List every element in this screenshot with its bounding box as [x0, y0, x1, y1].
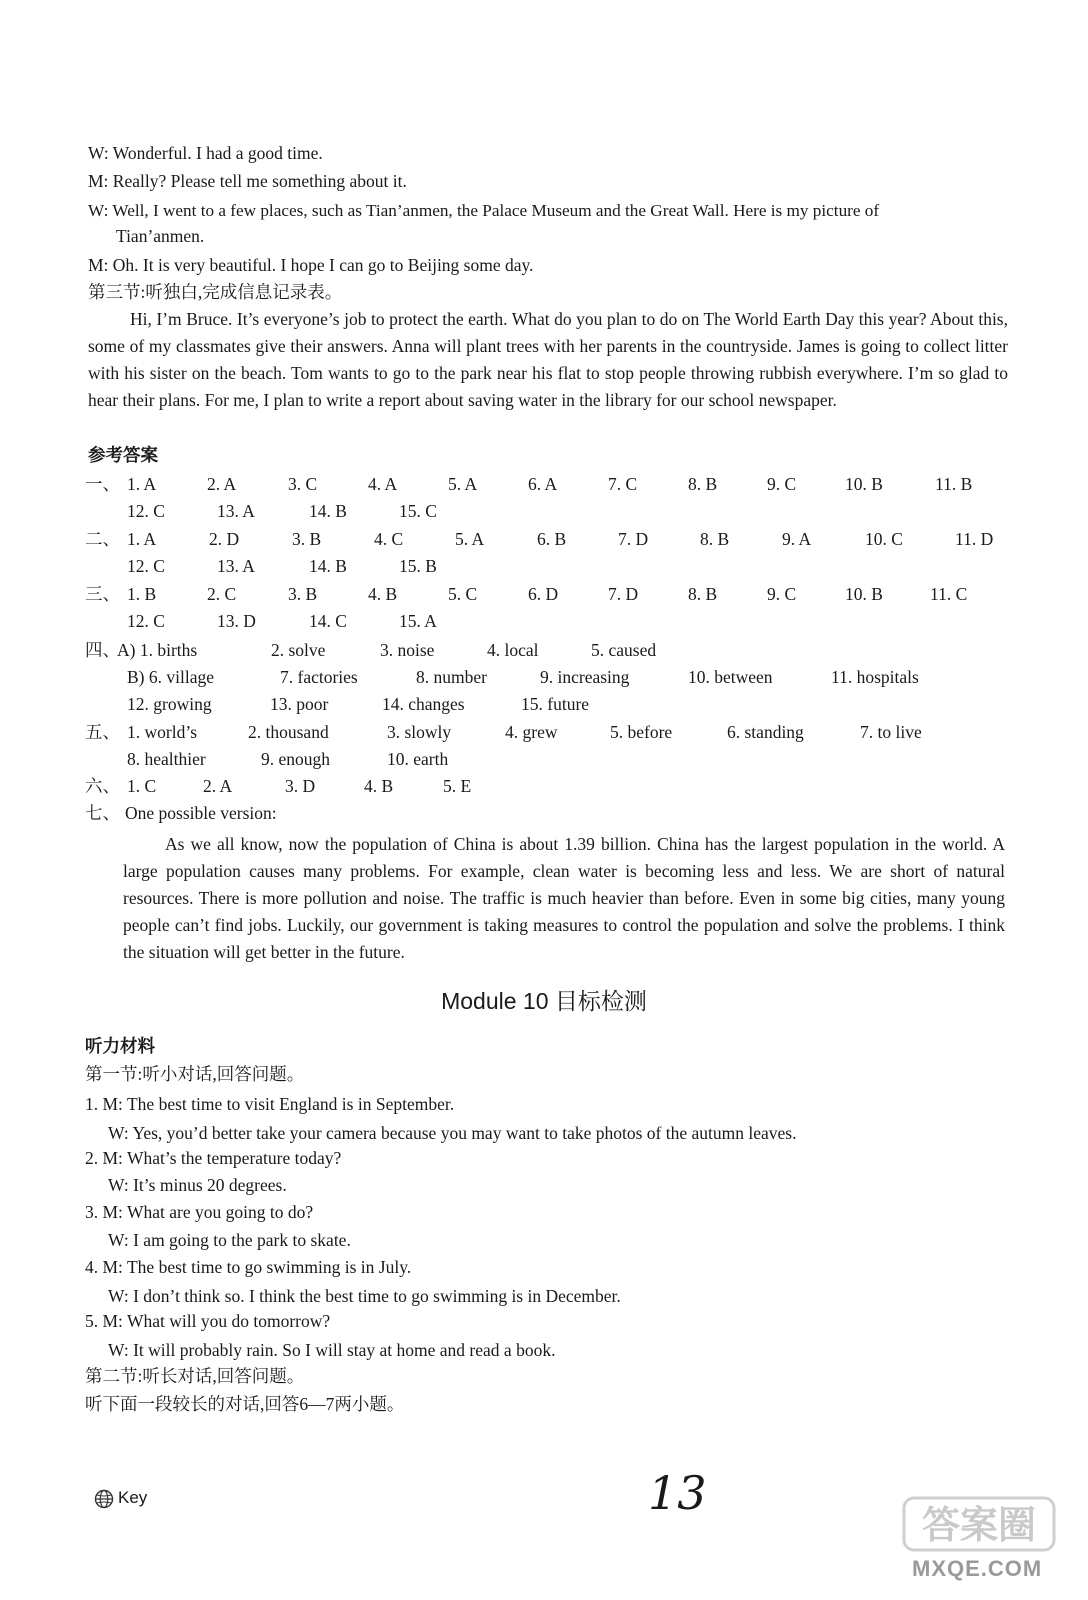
dialog-line: W: It will probably rain. So I will stay at home and read a book. — [108, 1340, 556, 1360]
section-label: 七、 — [85, 803, 120, 823]
footer-key-label: Key — [118, 1488, 148, 1507]
answer-item: 14. B — [309, 556, 347, 576]
answer-item: 8. B — [688, 584, 718, 604]
section3-text: Hi, I’m Bruce. It’s everyone’s job to protect the earth. What do you plan to do on The World Earth Day this year? About this, some of my classmates give their answers. Anna will plant trees with her parents in the countryside. James is going to collect litter with his sister on the beach. Tom wants to go to the park near his flat to stop people throwing rubbish everywhere. I’m so glad to hear their plans. For me, I plan to write a report about saving water in the library for our school newspaper. — [88, 309, 1008, 410]
answer-item: 8. healthier — [127, 749, 206, 769]
answer-item: 9. A — [782, 529, 812, 549]
answer-item: 7. factories — [280, 667, 358, 687]
composition-text: As we all know, now the population of China is about 1.39 billion. China has the largest population in the world. A large population causes many problems. For example, clean water is becoming less and less. We are short of natural resources. There is more pollution and noise. The traffic is much heavier than before. Even in some big cities, many young people can’t find jobs. Luckily, our government is taking measures to control the population and solve the problems. I think the situation will get better in the future. — [123, 834, 1005, 962]
answer-item: 10. C — [865, 529, 903, 549]
answer-item: 2. thousand — [248, 722, 329, 742]
dialog-line: M: Oh. It is very beautiful. I hope I can go to Beijing some day. — [88, 255, 534, 275]
dialog-line: W: I am going to the park to skate. — [108, 1230, 351, 1250]
dialog-line: W: Well, I went to a few places, such as Tian’anmen, the Palace Museum and the Great Wall. Here is my picture of — [88, 201, 880, 220]
dialog-line: Tian’anmen. — [116, 226, 205, 246]
section-label: 二、 — [85, 529, 120, 549]
answer-item: 10. earth — [387, 749, 449, 769]
listening-heading: 听力材料 — [85, 1036, 155, 1056]
dialog-line: W: Yes, you’d better take your camera because you may want to take photos of the autumn leaves. — [108, 1123, 797, 1143]
answer-item: 15. C — [399, 501, 437, 521]
answer-item: 13. A — [217, 501, 255, 521]
answer-item: 1. B — [127, 584, 157, 604]
section-label: 四、 — [85, 640, 120, 660]
answer-item: 4. B — [368, 584, 398, 604]
watermark-text: 答案圈 — [921, 1503, 1037, 1547]
module-title: Module 10 目标检测 — [441, 988, 647, 1014]
answer-item: 13. A — [217, 556, 255, 576]
answer-item: 10. B — [845, 584, 883, 604]
answer-item: 14. B — [309, 501, 347, 521]
answer-item: 12. C — [127, 556, 165, 576]
section-label: 五、 — [85, 722, 120, 742]
answer-item: 8. B — [700, 529, 730, 549]
answer-item: 3. B — [288, 584, 318, 604]
dialog-line: M: Really? Please tell me something about it. — [88, 171, 407, 191]
dialog-line: W: I don’t think so. I think the best time to go swimming is in December. — [108, 1286, 621, 1306]
answer-item: 4. A — [368, 474, 398, 494]
answer-item: 11. B — [935, 474, 973, 494]
answer-item: 14. C — [309, 611, 347, 631]
answer-item: 7. D — [608, 584, 639, 604]
answer-item: 5. A — [448, 474, 478, 494]
answer-item: 8. B — [688, 474, 718, 494]
answer-item: 4. C — [374, 529, 404, 549]
answer-item: 11. hospitals — [831, 667, 919, 687]
dialog-line: 1. M: The best time to visit England is in September. — [85, 1094, 455, 1114]
answer-item: 12. growing — [127, 694, 212, 714]
answer-item: 10. between — [688, 667, 773, 687]
answer-item: 2. A — [203, 776, 233, 796]
answer-item: 5. C — [448, 584, 478, 604]
answer-item: 6. D — [528, 584, 559, 604]
section-label: 一、 — [85, 474, 120, 494]
answers-heading: 参考答案 — [88, 445, 158, 465]
answer-item: A) 1. births — [117, 640, 198, 660]
watermark-url: MXQE.COM — [912, 1556, 1043, 1581]
page-number: 13 — [648, 1466, 707, 1520]
answer-item: 4. B — [364, 776, 394, 796]
dialog-line: W: It’s minus 20 degrees. — [108, 1175, 287, 1195]
answer-item: 8. number — [416, 667, 487, 687]
answer-item: 9. C — [767, 584, 797, 604]
answer-item: 3. noise — [380, 640, 435, 660]
answer-intro: One possible version: — [125, 803, 277, 823]
answer-item: 5. E — [443, 776, 472, 796]
dialog-line: 2. M: What’s the temperature today? — [85, 1148, 342, 1168]
answer-item: 9. C — [767, 474, 797, 494]
answer-item: B) 6. village — [127, 667, 214, 687]
section-label: 三、 — [85, 584, 120, 604]
answer-item: 5. caused — [591, 640, 657, 660]
answer-item: 2. solve — [271, 640, 326, 660]
answer-item: 1. C — [127, 776, 157, 796]
answer-item: 7. C — [608, 474, 638, 494]
answer-item: 12. C — [127, 501, 165, 521]
answer-item: 15. future — [521, 694, 590, 714]
section1-heading: 第一节:听小对话,回答问题。 — [85, 1064, 305, 1084]
answer-item: 12. C — [127, 611, 165, 631]
answer-item: 7. to live — [860, 722, 922, 742]
dialog-line: W: Wonderful. I had a good time. — [88, 143, 323, 163]
answer-item: 10. B — [845, 474, 883, 494]
answer-item: 3. B — [292, 529, 322, 549]
answer-item: 4. local — [487, 640, 539, 660]
section3-heading: 第三节:听独白,完成信息记录表。 — [88, 282, 343, 302]
answer-item: 7. D — [618, 529, 649, 549]
answer-item: 5. before — [610, 722, 673, 742]
answer-item: 3. slowly — [387, 722, 452, 742]
dialog-line: 5. M: What will you do tomorrow? — [85, 1311, 331, 1331]
section-label: 六、 — [85, 776, 120, 796]
answer-item: 6. B — [537, 529, 567, 549]
answer-item: 1. world’s — [127, 722, 197, 742]
answer-item: 3. D — [285, 776, 316, 796]
answer-item: 9. increasing — [540, 667, 630, 687]
answer-item: 11. D — [955, 529, 994, 549]
answer-item: 9. enough — [261, 749, 331, 769]
answer-item: 2. D — [209, 529, 240, 549]
answer-item: 15. A — [399, 611, 437, 631]
answer-item: 4. grew — [505, 722, 558, 742]
answer-item: 5. A — [455, 529, 485, 549]
answer-item: 2. A — [207, 474, 237, 494]
answer-item: 13. poor — [270, 694, 329, 714]
answer-item: 13. D — [217, 611, 256, 631]
answer-item: 1. A — [127, 529, 157, 549]
section2-heading: 第二节:听长对话,回答问题。 — [85, 1366, 305, 1386]
answer-item: 11. C — [930, 584, 968, 604]
answer-item: 6. standing — [727, 722, 804, 742]
answer-item: 14. changes — [382, 694, 465, 714]
answer-item: 6. A — [528, 474, 558, 494]
dialog-line: 3. M: What are you going to do? — [85, 1202, 314, 1222]
section2-instruction: 听下面一段较长的对话,回答6—7两小题。 — [85, 1394, 405, 1414]
answer-item: 15. B — [399, 556, 437, 576]
answer-item: 2. C — [207, 584, 237, 604]
dialog-line: 4. M: The best time to go swimming is in July. — [85, 1257, 412, 1277]
globe-icon — [94, 1489, 114, 1509]
answer-item: 3. C — [288, 474, 318, 494]
answer-item: 1. A — [127, 474, 157, 494]
